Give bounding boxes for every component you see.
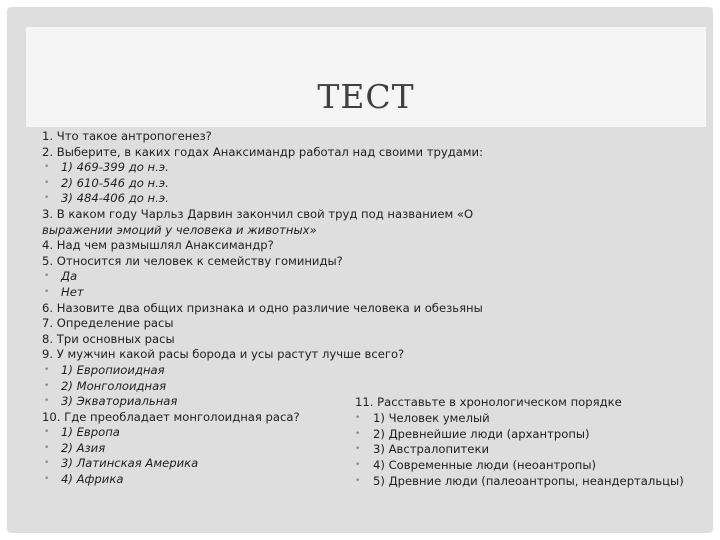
bullet-icon: • xyxy=(44,396,50,407)
bullet-icon: • xyxy=(44,474,50,485)
chronology-item-text: 2) Древнейшие люди (архантропы) xyxy=(373,426,590,441)
question-continuation: выражении эмоций у человека и животных» xyxy=(42,222,317,237)
bullet-icon: • xyxy=(44,177,50,188)
answer-option-text: 3) Латинская Америка xyxy=(61,456,199,471)
bullet-icon: • xyxy=(355,412,361,423)
bullet-icon: • xyxy=(355,460,361,471)
answer-option-text: 2) Монголоидная xyxy=(61,378,167,393)
right-column xyxy=(355,395,685,490)
chronology-item-text: 4) Современные люди (неоантропы) xyxy=(373,458,596,473)
answer-option xyxy=(42,285,602,301)
bullet-icon: • xyxy=(355,475,361,486)
answer-option xyxy=(42,363,602,379)
chronology-item xyxy=(355,411,685,427)
answer-option xyxy=(42,191,602,207)
question: 8. Три основных расы xyxy=(42,331,175,346)
bullet-icon: • xyxy=(355,444,361,455)
chronology-item-text: 5) Древние люди (палеоантропы, неандертальцы) xyxy=(373,473,684,488)
answer-option-text: Да xyxy=(61,269,78,284)
answer-option xyxy=(42,269,602,285)
answer-option-text: 1) Европиоидная xyxy=(61,362,165,377)
answer-option-text: 3) 484-406 до н.э. xyxy=(61,191,169,206)
chronology-item-text: 1) Человек умелый xyxy=(373,410,490,425)
answer-option-text: 2) Азия xyxy=(61,440,106,455)
answer-option-text: 2) 610-546 до н.э. xyxy=(61,175,169,190)
chronology-item xyxy=(355,427,685,443)
question: 1. Что такое антропогенез? xyxy=(42,129,212,143)
bullet-icon: • xyxy=(44,458,50,469)
question: 5. Относится ли человек к семейству гоминиды? xyxy=(42,253,343,268)
question: 3. В каком году Чарльз Дарвин закончил свой труд под названием «О xyxy=(42,206,474,221)
chronology-item xyxy=(355,458,685,474)
chronology-item-text: 3) Австралопитеки xyxy=(373,442,489,457)
chronology-item xyxy=(355,442,685,458)
bullet-icon: • xyxy=(44,162,50,173)
question: 4. Над чем размышлял Анаксимандр? xyxy=(42,238,274,253)
bullet-icon: • xyxy=(44,442,50,453)
answer-option xyxy=(42,379,602,395)
answer-option-text: 4) Африка xyxy=(61,472,124,487)
answer-option-text: Нет xyxy=(61,284,84,299)
question: 6. Назовите два общих признака и одно различие человека и обезьяны xyxy=(42,300,483,315)
bullet-icon: • xyxy=(44,380,50,391)
answer-option xyxy=(42,176,602,192)
bullet-icon: • xyxy=(44,427,50,438)
answer-option-text: 3) Экваториальная xyxy=(61,394,178,409)
chronology-item xyxy=(355,474,685,490)
chronology-list xyxy=(355,411,685,490)
bullet-icon: • xyxy=(355,428,361,439)
title-box xyxy=(26,27,706,127)
question: 7. Определение расы xyxy=(42,316,174,331)
question: 10. Где преобладает монголоидная раса? xyxy=(42,409,300,424)
bullet-icon: • xyxy=(44,271,50,282)
answer-option-text: 1) 469-399 до н.э. xyxy=(61,160,169,175)
question: 9. У мужчин какой расы борода и усы растут лучше всего? xyxy=(42,347,405,362)
question-11: 11. Расставьте в хронологическом порядке xyxy=(355,395,622,409)
answer-option-text: 1) Европа xyxy=(61,425,120,440)
question: 2. Выберите, в каких годах Анаксимандр работал над своими трудами: xyxy=(42,144,483,159)
bullet-icon: • xyxy=(44,364,50,375)
answer-option xyxy=(42,160,602,176)
slide-title: ТЕСТ xyxy=(317,77,415,116)
bullet-icon: • xyxy=(44,286,50,297)
bullet-icon: • xyxy=(44,193,50,204)
